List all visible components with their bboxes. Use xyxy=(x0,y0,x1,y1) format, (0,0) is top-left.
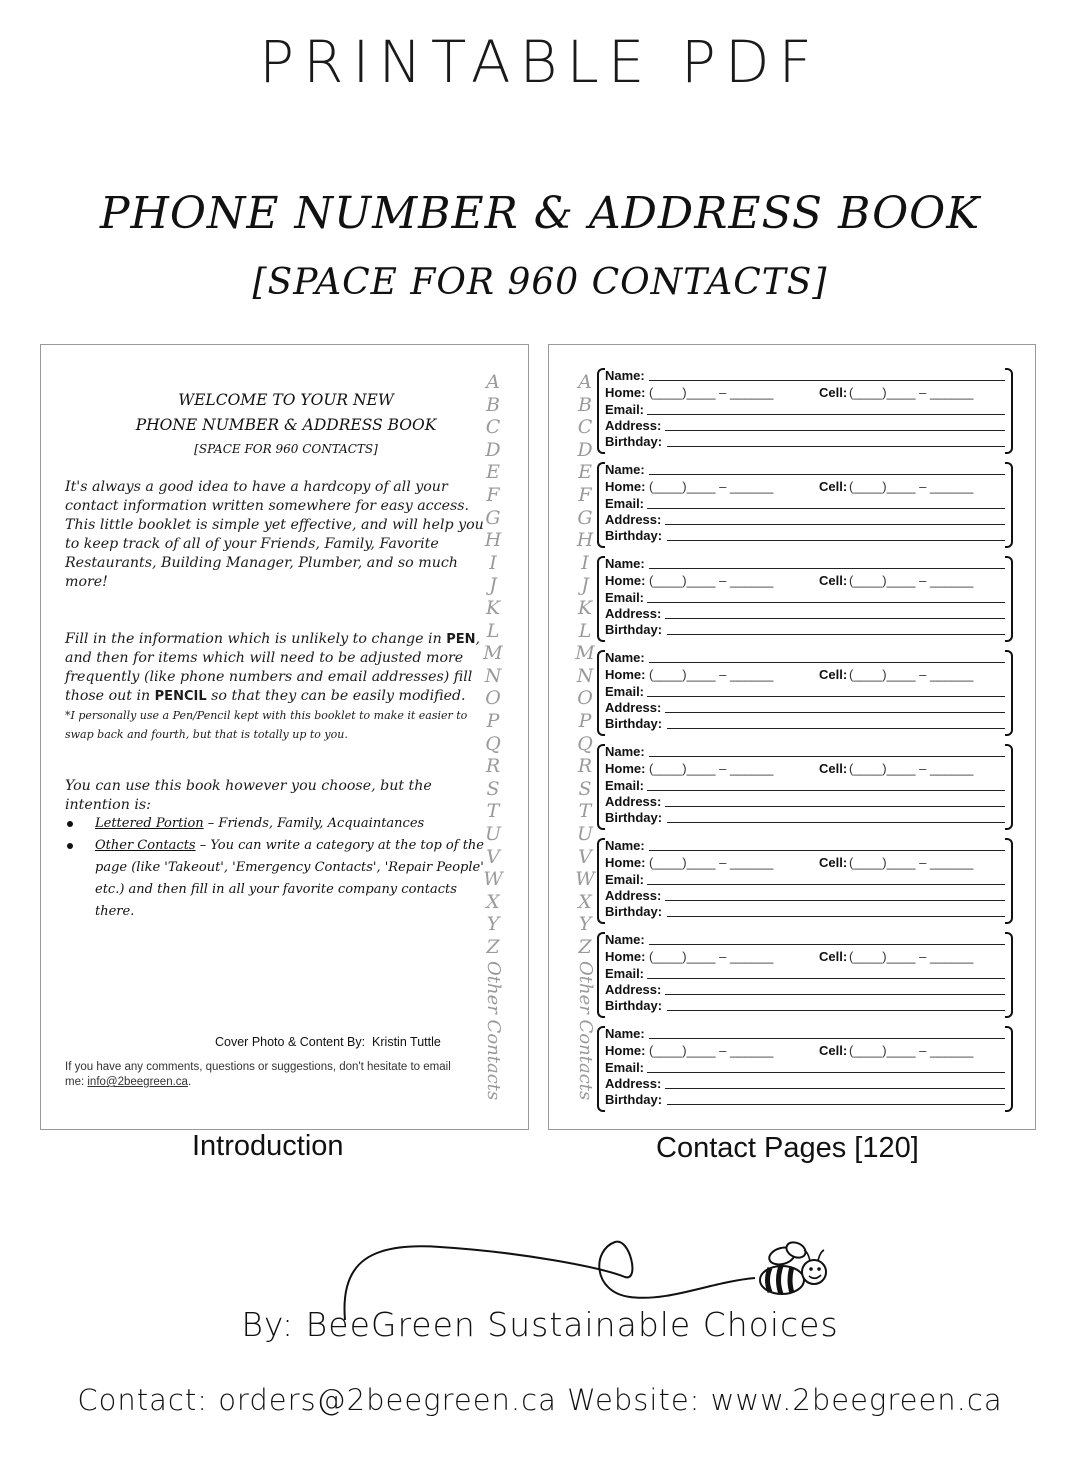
alphabet-tab-x[interactable]: X xyxy=(578,890,592,913)
address-label: Address: xyxy=(605,1076,662,1091)
cell-label: Cell: xyxy=(819,479,848,494)
product-subtitle: [SPACE FOR 960 CONTACTS] xyxy=(252,262,828,303)
introduction-page-preview xyxy=(40,344,529,1130)
address-field[interactable] xyxy=(665,994,1005,995)
bee-icon xyxy=(760,1239,826,1294)
email-field[interactable] xyxy=(647,978,1005,979)
contact-entry xyxy=(597,1026,1017,1110)
cell-label: Cell: xyxy=(819,761,848,776)
name-field[interactable] xyxy=(649,944,1005,945)
cell-label: Cell: xyxy=(819,1043,848,1058)
alphabet-tab-m[interactable]: M xyxy=(575,642,595,665)
alphabet-tab-j[interactable]: J xyxy=(489,574,497,597)
right-bracket xyxy=(1005,462,1013,548)
alphabet-tab-u[interactable]: U xyxy=(576,823,593,845)
alphabet-tab-m[interactable]: M xyxy=(483,642,503,665)
alphabet-tab-c[interactable]: C xyxy=(577,416,593,439)
other-contacts-tab[interactable]: Other Contacts xyxy=(575,960,596,1100)
birthday-label: Birthday: xyxy=(605,528,663,543)
birthday-label: Birthday: xyxy=(605,716,663,731)
alphabet-tab-h[interactable]: H xyxy=(576,529,594,552)
birthday-label: Birthday: xyxy=(605,998,663,1013)
bullet2-text: – You can write a category at the top of the page (like 'Takeout', 'Emergency Contacts', 'Repair People' etc.) and then fill in all your favorite company contacts there. xyxy=(95,838,484,919)
contact-entry xyxy=(597,932,1017,1016)
intro-para2-pre: Fill in the information which is unlikely to change in xyxy=(65,631,447,647)
intro-bullet-2 xyxy=(65,835,485,923)
alphabet-tab-g[interactable]: G xyxy=(577,506,593,529)
intro-note: *I personally use a Pen/Pencil kept with this booklet to make it easier to swap back and fourth, but that is totally up to you. xyxy=(65,709,468,741)
home-phone-field[interactable]: (____)____ – ______ xyxy=(649,761,774,776)
birthday-field[interactable] xyxy=(667,728,1005,729)
bullet-icon xyxy=(67,821,73,827)
home-phone-field[interactable]: (____)____ – ______ xyxy=(649,1043,774,1058)
intro-para1b: This little booklet is simple yet effective, and will help you to keep track of all of your Friends, Family, Favorite Restaurants, Building Manager, Plumber, and so much more! xyxy=(65,517,484,590)
name-label: Name: xyxy=(605,1026,645,1041)
address-field[interactable] xyxy=(665,806,1005,807)
left-bracket xyxy=(597,932,605,1018)
bullet-icon xyxy=(67,843,73,849)
home-label: Home: xyxy=(605,761,646,776)
right-bracket xyxy=(1005,744,1013,830)
credit-name: Kristin Tuttle xyxy=(372,1035,441,1049)
alphabet-tab-d[interactable]: D xyxy=(485,438,501,461)
alphabet-tab-v[interactable]: V xyxy=(578,845,592,868)
alphabet-tab-t[interactable]: T xyxy=(486,800,500,823)
alphabet-tab-v[interactable]: V xyxy=(486,845,500,868)
email-field[interactable] xyxy=(647,602,1005,603)
alphabet-tab-e[interactable]: E xyxy=(486,461,500,484)
caption-contact-pages: Contact Pages [120] xyxy=(656,1132,919,1164)
address-field[interactable] xyxy=(665,524,1005,525)
intro-paragraph-1 xyxy=(65,478,485,592)
alphabet-tab-w[interactable]: W xyxy=(575,868,595,891)
right-bracket xyxy=(1005,838,1013,924)
birthday-field[interactable] xyxy=(667,446,1005,447)
home-label: Home: xyxy=(605,1043,646,1058)
email-field[interactable] xyxy=(647,508,1005,509)
intro-paragraph-2 xyxy=(65,630,485,744)
birthday-field[interactable] xyxy=(667,634,1005,635)
home-phone-field[interactable]: (____)____ – ______ xyxy=(649,667,774,682)
home-phone-field[interactable]: (____)____ – ______ xyxy=(649,573,774,588)
home-label: Home: xyxy=(605,573,646,588)
alphabet-tab-o[interactable]: O xyxy=(485,687,501,710)
intro-pen: PEN xyxy=(446,632,476,647)
right-bracket xyxy=(1005,1026,1013,1112)
home-phone-field[interactable]: (____)____ – ______ xyxy=(649,479,774,494)
address-label: Address: xyxy=(605,418,662,433)
birthday-field[interactable] xyxy=(667,540,1005,541)
alphabet-tab-u[interactable]: U xyxy=(484,823,501,845)
alphabet-tab-a[interactable]: A xyxy=(486,371,500,393)
left-bracket xyxy=(597,744,605,830)
left-bracket xyxy=(597,368,605,454)
alphabet-tab-b[interactable]: B xyxy=(578,393,592,416)
alphabet-tab-p[interactable]: P xyxy=(486,710,500,732)
address-label: Address: xyxy=(605,700,662,715)
alphabet-tab-j[interactable]: J xyxy=(581,574,589,597)
name-field[interactable] xyxy=(649,380,1005,381)
bullet1-title: Lettered Portion xyxy=(95,816,204,831)
intro-pencil: PENCIL xyxy=(154,689,207,704)
author-line: By: BeeGreen Sustainable Choices xyxy=(241,1305,839,1344)
alphabet-tab-y[interactable]: Y xyxy=(578,913,592,936)
cell-label: Cell: xyxy=(819,385,848,400)
contact-info-line: Contact: orders@2beegreen.ca Website: www.2beegreen.ca xyxy=(77,1383,1003,1417)
right-bracket xyxy=(1005,650,1013,736)
cell-phone-field[interactable]: (____)____ – ______ xyxy=(849,855,974,870)
alphabet-tab-d[interactable]: D xyxy=(577,438,593,461)
page-title: PRINTABLE PDF xyxy=(259,28,821,96)
left-bracket xyxy=(597,1026,605,1112)
left-bracket xyxy=(597,556,605,642)
birthday-label: Birthday: xyxy=(605,904,663,919)
home-label: Home: xyxy=(605,949,646,964)
intro-para2-mid: , and then for items which will need to be adjusted more frequently (like phone numbers and email addresses) fill those out in xyxy=(65,631,481,704)
cell-label: Cell: xyxy=(819,573,848,588)
name-field[interactable] xyxy=(649,662,1005,663)
email-field[interactable] xyxy=(647,884,1005,885)
contact-entry xyxy=(597,556,1017,640)
contact-entry xyxy=(597,368,1017,452)
address-field[interactable] xyxy=(665,900,1005,901)
address-label: Address: xyxy=(605,888,662,903)
home-phone-field[interactable]: (____)____ – ______ xyxy=(649,949,774,964)
email-label: Email: xyxy=(605,590,645,605)
email-label: Email: xyxy=(605,402,645,417)
alphabet-tab-g[interactable]: G xyxy=(485,506,501,529)
email-field[interactable] xyxy=(647,696,1005,697)
intro-email-link[interactable]: info@2beegreen.ca xyxy=(87,1076,188,1088)
address-field[interactable] xyxy=(665,1088,1005,1089)
intro-heading-1: WELCOME TO YOUR NEW xyxy=(178,391,394,409)
address-label: Address: xyxy=(605,794,662,809)
right-bracket xyxy=(1005,932,1013,1018)
name-field[interactable] xyxy=(649,474,1005,475)
birthday-field[interactable] xyxy=(667,822,1005,823)
intro-heading-2: PHONE NUMBER & ADDRESS BOOK xyxy=(135,416,437,434)
name-field[interactable] xyxy=(649,850,1005,851)
contact-entry xyxy=(597,744,1017,828)
email-label: Email: xyxy=(605,872,645,887)
right-bracket xyxy=(1005,556,1013,642)
intro-credit xyxy=(215,1035,441,1049)
name-field[interactable] xyxy=(649,1038,1005,1039)
birthday-field[interactable] xyxy=(667,916,1005,917)
intro-para1a: It's always a good idea to have a hardcopy of all your contact information written somewhere for easy access. xyxy=(65,479,470,514)
caption-introduction: Introduction xyxy=(192,1130,344,1162)
name-label: Name: xyxy=(605,462,645,477)
name-label: Name: xyxy=(605,838,645,853)
email-label: Email: xyxy=(605,778,645,793)
email-label: Email: xyxy=(605,684,645,699)
cell-label: Cell: xyxy=(819,667,848,682)
alphabet-tab-s[interactable]: S xyxy=(486,777,500,800)
alphabet-tab-y[interactable]: Y xyxy=(486,913,500,936)
address-field[interactable] xyxy=(665,618,1005,619)
bullet2-title: Other Contacts xyxy=(95,838,196,853)
cell-phone-field[interactable]: (____)____ – ______ xyxy=(849,667,974,682)
left-bracket xyxy=(597,838,605,924)
cell-phone-field[interactable]: (____)____ – ______ xyxy=(849,385,974,400)
birthday-label: Birthday: xyxy=(605,622,663,637)
alphabet-tab-k[interactable]: K xyxy=(485,597,501,619)
address-field[interactable] xyxy=(665,712,1005,713)
left-bracket xyxy=(597,462,605,548)
email-field[interactable] xyxy=(647,790,1005,791)
contact-entry xyxy=(597,462,1017,546)
credit-label: Cover Photo & Content By: xyxy=(215,1035,366,1049)
alphabet-tab-w[interactable]: W xyxy=(483,868,503,891)
name-label: Name: xyxy=(605,368,645,383)
email-tail: . xyxy=(187,1076,192,1088)
contact-entry xyxy=(597,838,1017,922)
address-label: Address: xyxy=(605,606,662,621)
name-label: Name: xyxy=(605,932,645,947)
alphabet-tab-k[interactable]: K xyxy=(577,597,593,619)
product-title: PHONE NUMBER & ADDRESS BOOK xyxy=(99,188,981,239)
alphabet-tab-t[interactable]: T xyxy=(578,800,592,823)
alphabet-tab-n[interactable]: N xyxy=(576,664,594,687)
left-bracket xyxy=(597,650,605,736)
alphabet-tab-r[interactable]: R xyxy=(577,755,593,778)
name-field[interactable] xyxy=(649,568,1005,569)
email-label: Email: xyxy=(605,496,645,511)
alphabet-tab-q[interactable]: Q xyxy=(485,732,501,755)
intro-comments xyxy=(65,1060,465,1090)
email-field[interactable] xyxy=(647,1072,1005,1073)
name-label: Name: xyxy=(605,556,645,571)
intro-para2-post: so that they can be easily modified. xyxy=(206,688,466,704)
alphabet-tab-z[interactable]: Z xyxy=(486,936,500,958)
email-field[interactable] xyxy=(647,414,1005,415)
birthday-field[interactable] xyxy=(667,1104,1005,1105)
right-bracket xyxy=(1005,368,1013,454)
birthday-field[interactable] xyxy=(667,1010,1005,1011)
alphabet-tab-x[interactable]: X xyxy=(486,890,500,913)
address-label: Address: xyxy=(605,982,662,997)
alphabet-tab-q[interactable]: Q xyxy=(577,732,593,755)
cell-phone-field[interactable]: (____)____ – ______ xyxy=(849,573,974,588)
birthday-label: Birthday: xyxy=(605,1092,663,1107)
alphabet-tab-o[interactable]: O xyxy=(577,687,593,710)
cell-phone-field[interactable]: (____)____ – ______ xyxy=(849,479,974,494)
address-field[interactable] xyxy=(665,430,1005,431)
comments-text: If you have any comments, questions or suggestions, don't hesitate to email me: xyxy=(65,1061,451,1088)
alphabet-tab-i[interactable]: I xyxy=(581,551,589,574)
home-label: Home: xyxy=(605,855,646,870)
intro-bullet-1 xyxy=(65,813,485,835)
alphabet-tab-e[interactable]: E xyxy=(578,461,592,484)
name-field[interactable] xyxy=(649,756,1005,757)
alphabet-tab-l[interactable]: L xyxy=(486,619,500,642)
alphabet-tab-n[interactable]: N xyxy=(484,664,502,687)
alphabet-tab-s[interactable]: S xyxy=(578,777,592,800)
contact-entry xyxy=(597,650,1017,734)
home-label: Home: xyxy=(605,479,646,494)
alphabet-tab-l[interactable]: L xyxy=(578,619,592,642)
home-phone-field[interactable]: (____)____ – ______ xyxy=(649,385,774,400)
email-label: Email: xyxy=(605,966,645,981)
alphabet-tab-f[interactable]: F xyxy=(486,484,500,506)
cell-phone-field[interactable]: (____)____ – ______ xyxy=(849,761,974,776)
intro-paragraph-3: You can use this book however you choose, but the intention is: xyxy=(65,778,432,813)
home-label: Home: xyxy=(605,667,646,682)
cell-label: Cell: xyxy=(819,855,848,870)
alphabet-tab-a[interactable]: A xyxy=(578,371,592,393)
email-label: Email: xyxy=(605,1060,645,1075)
birthday-label: Birthday: xyxy=(605,810,663,825)
alphabet-tab-c[interactable]: C xyxy=(485,416,501,439)
intro-heading-3: [SPACE FOR 960 CONTACTS] xyxy=(194,442,378,456)
home-label: Home: xyxy=(605,385,646,400)
name-label: Name: xyxy=(605,650,645,665)
alphabet-tab-p[interactable]: P xyxy=(578,710,592,732)
alphabet-tab-h[interactable]: H xyxy=(484,529,502,552)
cell-phone-field[interactable]: (____)____ – ______ xyxy=(849,949,974,964)
address-label: Address: xyxy=(605,512,662,527)
name-label: Name: xyxy=(605,744,645,759)
alphabet-tab-r[interactable]: R xyxy=(485,755,501,778)
home-phone-field[interactable]: (____)____ – ______ xyxy=(649,855,774,870)
other-contacts-tab[interactable]: Other Contacts xyxy=(483,960,504,1100)
bullet1-text: – Friends, Family, Acquaintances xyxy=(203,816,425,831)
alphabet-tab-i[interactable]: I xyxy=(489,551,497,574)
alphabet-tab-f[interactable]: F xyxy=(578,484,592,506)
birthday-label: Birthday: xyxy=(605,434,663,449)
alphabet-tab-z[interactable]: Z xyxy=(578,936,592,958)
cell-phone-field[interactable]: (____)____ – ______ xyxy=(849,1043,974,1058)
alphabet-tab-b[interactable]: B xyxy=(486,393,500,416)
cell-label: Cell: xyxy=(819,949,848,964)
